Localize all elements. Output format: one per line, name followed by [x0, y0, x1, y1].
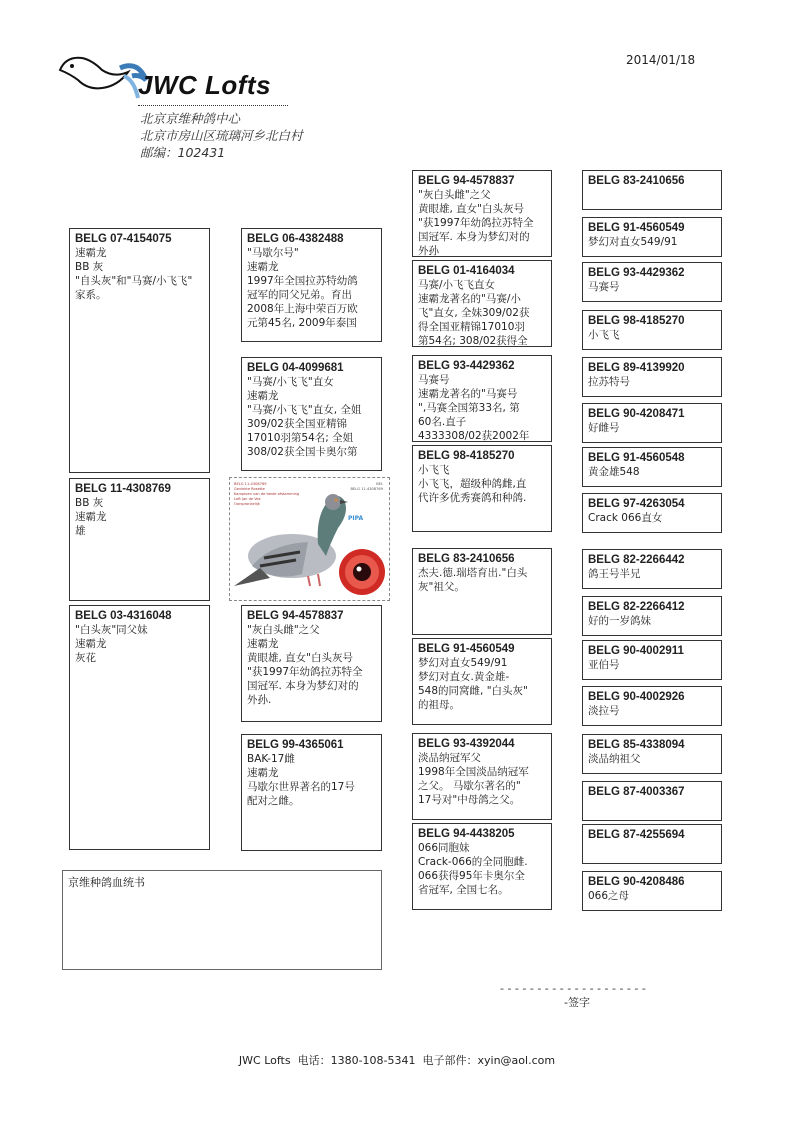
pedigree-line: 雄	[75, 525, 86, 537]
gen2-box	[241, 357, 382, 471]
ring-number: BELG 93-4392044	[418, 738, 515, 750]
gen4-box	[582, 310, 722, 350]
pedigree-line: BB 灰	[75, 497, 104, 509]
gen4-box	[582, 640, 722, 680]
ring-number: BELG 94-4578837	[247, 610, 344, 622]
pedigree-line: 309/02获全国亚精锦	[247, 418, 347, 430]
pedigree-line: 冠军的同父兄弟。育出	[247, 289, 352, 301]
pedigree-line: 国冠军. 本身为梦幻对的	[247, 680, 359, 692]
pedigree-line: "马歇尔号"	[247, 247, 299, 259]
pedigree-line: 淡拉号	[588, 705, 620, 717]
pedigree-line: 60名.直子	[418, 416, 467, 428]
pedigree-line: "灰白头雌"之父	[247, 624, 320, 636]
pigeon-illustration	[230, 478, 391, 602]
caption-line: BELG 11-4308769	[234, 482, 267, 486]
ring-number: BELG 07-4154075	[75, 233, 172, 245]
ring-number: BELG 94-4578837	[418, 175, 515, 187]
gen3-box	[412, 355, 552, 442]
address-line-2: 北京市房山区琉璃河乡北白村	[140, 128, 303, 143]
pedigree-line: ",马赛全国第33名, 第	[418, 402, 520, 414]
pedigree-line: 548的同窝雌, "白头灰"	[418, 685, 528, 697]
pedigree-line: 亚伯号	[588, 659, 620, 671]
pedigree-line: 之父。 马歇尔著名的"	[418, 780, 521, 792]
gen3-box	[412, 260, 552, 347]
gen4-box	[582, 686, 722, 726]
pedigree-line: 淡品纳祖父	[588, 753, 641, 765]
pedigree-line: 黄眼雄, 直女"白头灰号	[418, 203, 525, 215]
pedigree-line: 2008年上海中荣百万欧	[247, 303, 358, 315]
pedigree-line: 速霸龙	[247, 261, 279, 273]
pedigree-line: "获1997年幼鸽拉苏特全	[418, 217, 534, 229]
pedigree-line: 308/02获全国卡奥尔第	[247, 446, 358, 458]
gen2-box	[241, 228, 382, 342]
gen1-box	[69, 605, 210, 850]
gen1-box	[69, 478, 210, 601]
pedigree-line: 好的一岁鸽妹	[588, 615, 651, 627]
pedigree-line: 速霸龙	[247, 638, 279, 650]
pedigree-line: Crack 066直女	[588, 512, 663, 524]
pigeon-photo	[229, 477, 390, 601]
pedigree-line: "灰白头雌"之父	[418, 189, 491, 201]
ring-number: BELG 90-4208486	[588, 876, 685, 888]
gen3-box	[412, 733, 552, 820]
pedigree-line: 1997年全国拉苏特幼鸽	[247, 275, 358, 287]
date: 2014/01/18	[626, 53, 696, 67]
pedigree-line: 速霸龙	[75, 638, 107, 650]
pedigree-line: 4333308/02获2002年	[418, 430, 530, 442]
pedigree-line: 灰花	[75, 652, 96, 664]
pedigree-line: 梦幻对直女.黄金雄-	[418, 671, 510, 683]
pedigree-line: Crack-066的全同胞雌.	[418, 856, 528, 868]
pedigree-line: "白头灰"同父妹	[75, 624, 148, 636]
ring-number: BELG 82-2266442	[588, 554, 685, 566]
signature-line: - - - - - - - - - - - - - - - - - - - -	[500, 982, 646, 995]
pedigree-line: 速霸龙著名的"马赛/小	[418, 293, 521, 305]
ring-number: BELG 98-4185270	[588, 315, 685, 327]
gen3-box	[412, 638, 552, 725]
ring-number: BELG 90-4208471	[588, 408, 685, 420]
caption-line: Gevlekte Rosette	[234, 487, 265, 491]
ring-number: BELG 87-4003367	[588, 786, 685, 798]
gen4-box	[582, 781, 722, 821]
pedigree-line: 1998年全国淡品纳冠军	[418, 766, 529, 778]
pedigree-line: "马赛/小飞飞"直女	[247, 376, 334, 388]
gen4-box	[582, 734, 722, 774]
ring-number: BELG 11-4308769	[75, 483, 171, 495]
ring-number: BELG 87-4255694	[588, 829, 685, 841]
ring-number: BELG 93-4429362	[418, 360, 515, 372]
pedigree-line: 066之母	[588, 890, 630, 902]
gen4-box	[582, 357, 722, 397]
pedigree-line: 17010羽第54名; 全姐	[247, 432, 354, 444]
pedigree-line: 外孙.	[247, 694, 272, 706]
ring-number: BELG 82-2266412	[588, 601, 685, 613]
pedigree-line: 17号对"中母鸽之父。	[418, 794, 521, 806]
pedigree-line: 省冠军, 全国七名。	[418, 884, 509, 896]
ring-number: BELG 85-4338094	[588, 739, 685, 751]
pedigree-line: 066同胞妹	[418, 842, 470, 854]
ring-number: BELG 83-2410656	[418, 553, 515, 565]
address-block	[140, 110, 303, 161]
gen4-box	[582, 871, 722, 911]
pedigree-line: 066获得95年卡奥尔全	[418, 870, 525, 882]
pedigree-line: 配对之雌。	[247, 795, 300, 807]
ring-number: BELG 91-4560549	[588, 222, 685, 234]
pedigree-line: 代许多优秀赛鸽和种鸽.	[418, 492, 527, 504]
pedigree-line: 小飞飞，超级种鸽雌,直	[418, 478, 527, 490]
pedigree-line: 速霸龙	[247, 767, 279, 779]
gen4-box	[582, 217, 722, 257]
gen4-box	[582, 262, 722, 302]
pedigree-line: 梦幻对直女549/91	[588, 236, 678, 248]
gen2-box	[241, 605, 382, 722]
pedigree-line: BB 灰	[75, 261, 104, 273]
caption-line: Kampioen van de beste afstamming	[234, 492, 300, 496]
pedigree-line: 马赛号	[588, 281, 620, 293]
pedigree-line: BAK-17雌	[247, 753, 295, 765]
gen4-box	[582, 170, 722, 210]
gen4-box	[582, 403, 722, 443]
ring-number: BELG 83-2410656	[588, 175, 685, 187]
footer-contact: JWC Lofts 电话：1380-108-5341 电子部件：xyin@aol.com	[238, 1054, 556, 1067]
notes-title: 京维种鸽血统书	[68, 876, 145, 889]
gen3-box	[412, 170, 552, 257]
gen3-box	[412, 445, 552, 532]
dove-logo-icon	[58, 50, 148, 106]
gen4-box	[582, 493, 722, 533]
pedigree-line: 淡品纳冠军父	[418, 752, 481, 764]
caption-line: BEL	[376, 482, 383, 486]
pedigree-line: 杰夫.德.瑞塔育出."白头	[418, 567, 528, 579]
pedigree-line: 鸽王号半兄	[588, 568, 641, 580]
pedigree-line: 灰"祖父。	[418, 581, 465, 593]
ring-number: BELG 89-4139920	[588, 362, 685, 374]
ring-number: BELG 93-4429362	[588, 267, 685, 279]
address-line-3: 邮编：102431	[140, 145, 226, 160]
caption-line: Loft Jan de Vos	[234, 497, 261, 501]
pedigree-line: 马赛号	[418, 374, 450, 386]
pedigree-line: 家系。	[75, 289, 107, 301]
ring-number: BELG 94-4438205	[418, 828, 515, 840]
pipa-logo: PIPA	[348, 515, 364, 522]
pedigree-line: 速霸龙著名的"马赛号	[418, 388, 518, 400]
ring-number: BELG 91-4560548	[588, 452, 685, 464]
ring-number: BELG 01-4164034	[418, 265, 515, 277]
pedigree-line: 好雌号	[588, 422, 620, 434]
pedigree-line: 得全国亚精锦17010羽	[418, 321, 525, 333]
pedigree-line: 飞"直女, 全妹309/02获	[418, 307, 530, 319]
pedigree-line: 第54名; 308/02获得全	[418, 335, 528, 347]
pedigree-line: 外孙	[418, 245, 439, 257]
pedigree-line: 黄眼雄, 直女"白头灰号	[247, 652, 354, 664]
gen1-box	[69, 228, 210, 473]
gen3-box	[412, 548, 552, 635]
ring-number: BELG 03-4316048	[75, 610, 172, 622]
pedigree-line: 黄金雄548	[588, 466, 640, 478]
ring-number: BELG 90-4002926	[588, 691, 685, 703]
gen4-box	[582, 596, 722, 636]
pedigree-line: 小飞飞	[588, 329, 620, 341]
caption-line: BELG 11-4308769	[350, 487, 383, 491]
ring-number: BELG 98-4185270	[418, 450, 515, 462]
logo-name: JWC Lofts	[138, 70, 272, 100]
signature-label: -签字	[564, 996, 590, 1009]
pedigree-line: 速霸龙	[75, 247, 107, 259]
gen4-box	[582, 447, 722, 487]
ring-number: BELG 91-4560549	[418, 643, 515, 655]
ring-number: BELG 04-4099681	[247, 362, 344, 374]
pedigree-line: 速霸龙	[247, 390, 279, 402]
gen4-box	[582, 824, 722, 864]
notes-box	[62, 870, 382, 970]
gen4-box	[582, 549, 722, 589]
pedigree-line: 梦幻对直女549/91	[418, 657, 508, 669]
ring-number: BELG 90-4002911	[588, 645, 684, 657]
ring-number: BELG 06-4382488	[247, 233, 344, 245]
address-line-1: 北京京维种鸽中心	[140, 111, 241, 126]
logo-underline	[138, 105, 288, 106]
pedigree-line: 马赛/小飞飞直女	[418, 279, 496, 291]
logo	[58, 50, 298, 110]
pedigree-line: 速霸龙	[75, 511, 107, 523]
caption-line: Oorspronkelijk	[234, 502, 260, 506]
pedigree-line: 国冠军. 本身为梦幻对的	[418, 231, 530, 243]
gen2-box	[241, 734, 382, 851]
ring-number: BELG 99-4365061	[247, 739, 344, 751]
pedigree-line: 拉苏特号	[588, 376, 630, 388]
pedigree-line: 马歇尔世界著名的17号	[247, 781, 355, 793]
ring-number: BELG 97-4263054	[588, 498, 685, 510]
gen3-box	[412, 823, 552, 910]
pedigree-line: 小飞飞	[418, 464, 450, 476]
pedigree-line: "获1997年幼鸽拉苏特全	[247, 666, 363, 678]
pedigree-line: "自头灰"和"马赛/小飞飞"	[75, 275, 193, 287]
pedigree-line: 元第45名, 2009年泰国	[247, 317, 357, 329]
pedigree-line: 的祖母。	[418, 699, 460, 711]
pedigree-line: "马赛/小飞飞"直女, 全姐	[247, 404, 362, 416]
